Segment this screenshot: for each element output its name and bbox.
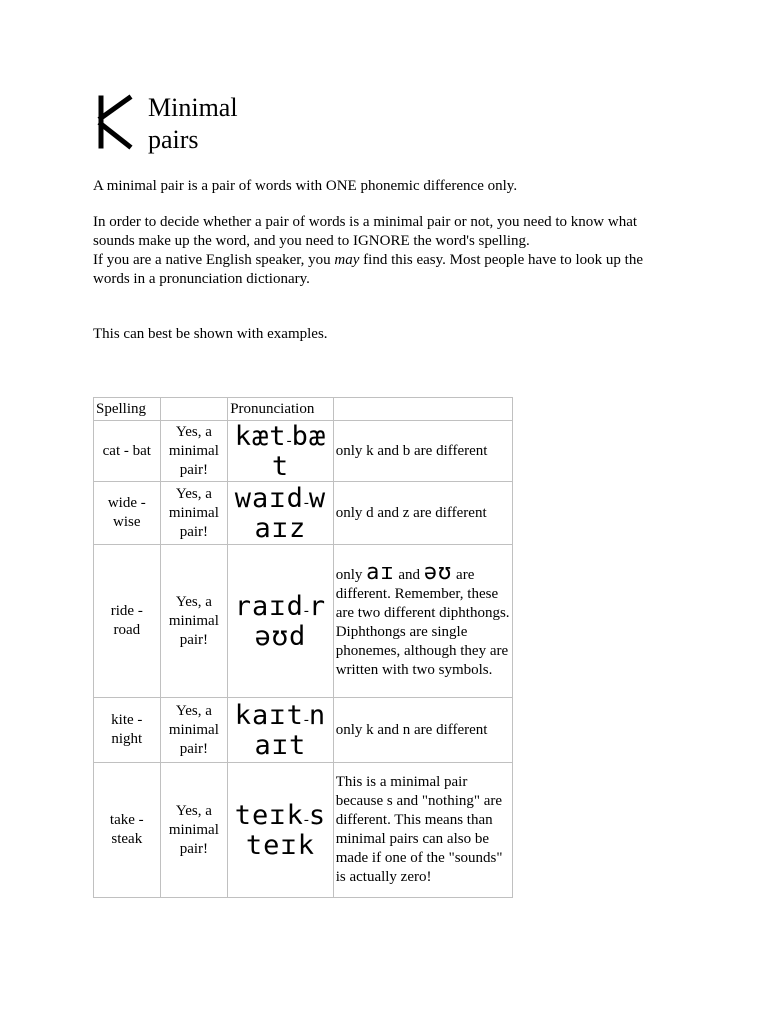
note-text-a: only	[335, 566, 363, 583]
note-cell: only k and b are different	[333, 421, 512, 482]
spelling-cell: wide - wise	[94, 482, 161, 545]
pronunciation-cell	[228, 545, 334, 698]
native-speaker-text-a: If you are a native English speaker, you	[93, 252, 331, 268]
ipa-separator: -	[303, 811, 309, 828]
header-spelling: Spelling	[94, 398, 161, 421]
table-row	[94, 421, 513, 482]
note-text-b: are different. Remember, these are two different diphthongs. Diphthongs are single phonemes, although they are written with two symbols.	[335, 566, 510, 678]
ipa-transcription	[230, 590, 331, 652]
ipa-word-b: bæt	[271, 420, 327, 482]
note-cell: only d and z are different	[333, 482, 512, 545]
ipa-separator: -	[286, 432, 292, 449]
pronunciation-cell	[228, 698, 334, 763]
spelling-cell: kite - night	[94, 698, 161, 763]
ipa-transcription	[230, 799, 331, 861]
header-notes	[333, 398, 512, 421]
method-text: In order to decide whether a pair of words is a minimal pair or not, you need to know what sounds make up the word, and you need to IGNORE the word's spelling.	[93, 214, 638, 249]
table-row	[94, 698, 513, 763]
verdict-cell: Yes, a minimal pair!	[160, 545, 228, 698]
examples-paragraph: This can best be shown with examples.	[93, 326, 328, 342]
ipa-word-b: waɪz	[254, 482, 327, 544]
ipa-transcription	[230, 699, 331, 761]
ipa-word-b: rəʊd	[254, 590, 327, 652]
ipa-separator: -	[303, 602, 309, 619]
ipa-word-a: kæt	[234, 420, 287, 452]
ipa-word-a: waɪd	[234, 482, 304, 514]
ipa-separator: -	[303, 711, 309, 728]
table-row	[94, 545, 513, 698]
spelling-cell: take - steak	[94, 763, 161, 898]
page-title	[148, 92, 238, 156]
header-verdict	[160, 398, 228, 421]
pronunciation-cell	[228, 421, 334, 482]
header-pronunciation: Pronunciation	[228, 398, 334, 421]
native-speaker-text-b: find this easy. Most people have to look up the words in a pronunciation dictionary.	[93, 252, 643, 287]
title-line-1: Minimal	[148, 93, 238, 122]
verdict-cell: Yes, a minimal pair!	[160, 698, 228, 763]
pronunciation-cell	[228, 482, 334, 545]
note-cell: This is a minimal pair because s and "nothing" are different. This means than minimal pairs can also be made if one of the "sounds" is actually zero!	[333, 763, 512, 898]
ipa-symbol-ai: aɪ	[366, 559, 395, 585]
spelling-cell: cat - bat	[94, 421, 161, 482]
title-line-2: pairs	[148, 125, 199, 154]
method-paragraph	[93, 213, 668, 289]
table-row	[94, 763, 513, 898]
verdict-cell: Yes, a minimal pair!	[160, 482, 228, 545]
verdict-cell: Yes, a minimal pair!	[160, 763, 228, 898]
definition-paragraph: A minimal pair is a pair of words with ONE phonemic difference only.	[93, 178, 518, 194]
pronunciation-cell	[228, 763, 334, 898]
ipa-separator: -	[303, 494, 309, 511]
table-header-row	[94, 398, 513, 421]
rune-logo-icon	[96, 94, 134, 152]
ipa-word-b: naɪt	[254, 699, 327, 761]
note-cell: only k and n are different	[333, 698, 512, 763]
may-emphasis: may	[334, 252, 360, 268]
ipa-transcription	[230, 482, 331, 544]
ipa-word-a: kaɪt	[234, 699, 304, 731]
ipa-transcription	[230, 420, 331, 482]
ipa-word-a: raɪd	[234, 590, 304, 622]
table-row	[94, 482, 513, 545]
minimal-pairs-table	[93, 397, 513, 898]
ipa-word-a: teɪk	[234, 799, 304, 831]
ipa-symbol-ou: əʊ	[423, 559, 453, 585]
note-cell	[333, 545, 512, 698]
spelling-cell: ride - road	[94, 545, 161, 698]
verdict-cell: Yes, a minimal pair!	[160, 421, 228, 482]
note-text-and: and	[398, 566, 421, 583]
ipa-word-b: steɪk	[245, 799, 327, 861]
